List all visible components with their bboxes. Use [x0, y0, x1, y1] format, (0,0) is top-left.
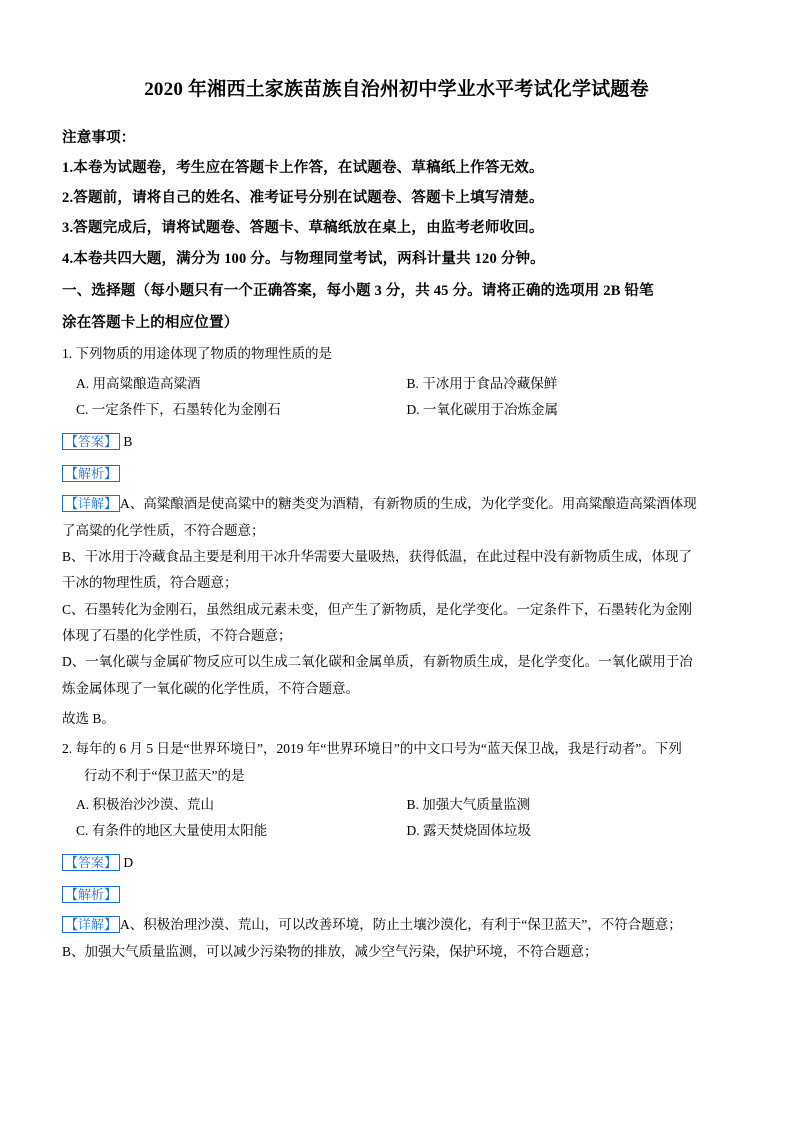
question-2-option-a[interactable]: A. 积极治沙沙漠、荒山 — [76, 796, 214, 812]
question-1-stem — [62, 341, 731, 367]
question-1-option-a[interactable]: A. 用高粱酿造高粱酒 — [76, 375, 201, 391]
question-1-option-c[interactable]: C. 一定条件下，石墨转化为金刚石 — [76, 402, 281, 418]
question-1-options — [62, 371, 731, 424]
analysis-tag: 【解析】 — [62, 465, 120, 482]
question-2-options-row-2 — [62, 818, 731, 844]
question-2-text: 每年的 6 月 5 日是“世界环境日”，2019 年“世界环境日”的中文口号为“蓝天保卫战，我是行动者”。下列 — [75, 741, 682, 757]
question-1-detail-line: 炼金属体现了一氧化碳的化学性质，不符合题意。 — [62, 680, 359, 696]
question-2-option-d[interactable]: D. 露天焚烧固体垃圾 — [406, 823, 531, 839]
question-2-stem-cont: 行动不利于“保卫蓝天”的是 — [84, 767, 245, 783]
question-2-detail-line: B、加强大气质量监测，可以减少污染物的排放，减少空气污染，保护环境，不符合题意； — [62, 943, 598, 959]
question-1-detail-line: 干冰的物理性质，符合题意； — [62, 575, 238, 591]
question-1-detail-line: 了高粱的化学性质，不符合题意； — [62, 522, 265, 538]
question-1-answer — [62, 428, 731, 455]
section-heading-line-2: 涂在答题卡上的相应位置） — [62, 315, 239, 332]
question-2-option-b[interactable]: B. 加强大气质量监测 — [406, 796, 531, 812]
question-1-answer-value: B — [123, 434, 133, 450]
analysis-tag: 【解析】 — [62, 886, 120, 903]
page-title: 2020 年湘西土家族苗族自治州初中学业水平考试化学试题卷 — [144, 79, 649, 100]
section-heading-line-1: 一、选择题（每小题只有一个正确答案，每小题 3 分，共 45 分。请将正确的选项用 2B 铅笔 — [62, 282, 654, 299]
question-2-answer — [62, 849, 731, 876]
question-1-detail-first — [62, 491, 731, 517]
answer-tag: 【答案】 — [62, 433, 120, 450]
notice-item-3: 3.答题完成后，请将试题卷、答题卡、草稿纸放在桌上，由监考老师收回。 — [62, 220, 544, 237]
question-2-number: 2. — [62, 741, 73, 757]
question-2-stem — [62, 736, 731, 762]
question-1-analysis-label — [62, 460, 731, 487]
question-1-detail-line: C、石墨转化为金刚石，虽然组成元素未变，但产生了新物质，是化学变化。一定条件下，石墨转化为金刚 — [62, 601, 693, 617]
detail-tag: 【详解】 — [62, 495, 120, 512]
detail-tag: 【详解】 — [62, 916, 120, 933]
question-2-options — [62, 792, 731, 845]
question-2-options-row-1 — [62, 792, 731, 818]
question-1-detail-line: B、干冰用于冷藏食品主要是利用干冰升华需要大量吸热，获得低温，在此过程中没有新物质生成，体现了 — [62, 549, 693, 565]
question-1-number: 1. — [62, 346, 73, 362]
answer-tag: 【答案】 — [62, 854, 120, 871]
question-2-option-c[interactable]: C. 有条件的地区大量使用太阳能 — [76, 823, 268, 839]
question-2-detail-first-text: A、积极治理沙漠、荒山，可以改善环境，防止土壤沙漠化，有利于“保卫蓝天”，不符合题意； — [120, 917, 682, 933]
notice-item-2: 2.答题前，请将自己的姓名、准考证号分别在试题卷、答题卡上填写清楚。 — [62, 190, 544, 207]
notice-item-4: 4.本卷共四大题，满分为 100 分。与物理同堂考试，两科计量共 120 分钟。 — [62, 250, 545, 267]
question-1-option-d[interactable]: D. 一氧化碳用于冶炼金属 — [406, 402, 558, 418]
question-1-options-row-1 — [62, 371, 731, 397]
notice-item-1: 1.本卷为试题卷，考生应在答题卡上作答，在试题卷、草稿纸上作答无效。 — [62, 159, 544, 176]
question-1-text: 下列物质的用途体现了物质的物理性质的是 — [75, 346, 332, 362]
question-1-option-b[interactable]: B. 干冰用于食品冷藏保鲜 — [406, 375, 558, 391]
question-2-answer-value: D — [123, 855, 134, 871]
question-1-detail-line: D、一氧化碳与金属矿物反应可以生成二氧化碳和金属单质，有新物质生成，是化学变化。一氧化碳用于冶 — [62, 654, 693, 670]
question-2-detail-first — [62, 912, 731, 938]
question-2-analysis-label — [62, 881, 731, 908]
question-1-detail-line: 体现了石墨的化学性质，不符合题意； — [62, 627, 292, 643]
question-1-conclusion: 故选 B。 — [62, 710, 115, 726]
question-1-options-row-2 — [62, 397, 731, 423]
question-1-detail-first-text: A、高粱酿酒是使高粱中的糖类变为酒精，有新物质的生成，为化学变化。用高粱酿造高粱酒体现 — [120, 496, 697, 512]
notice-heading: 注意事项： — [62, 129, 136, 146]
